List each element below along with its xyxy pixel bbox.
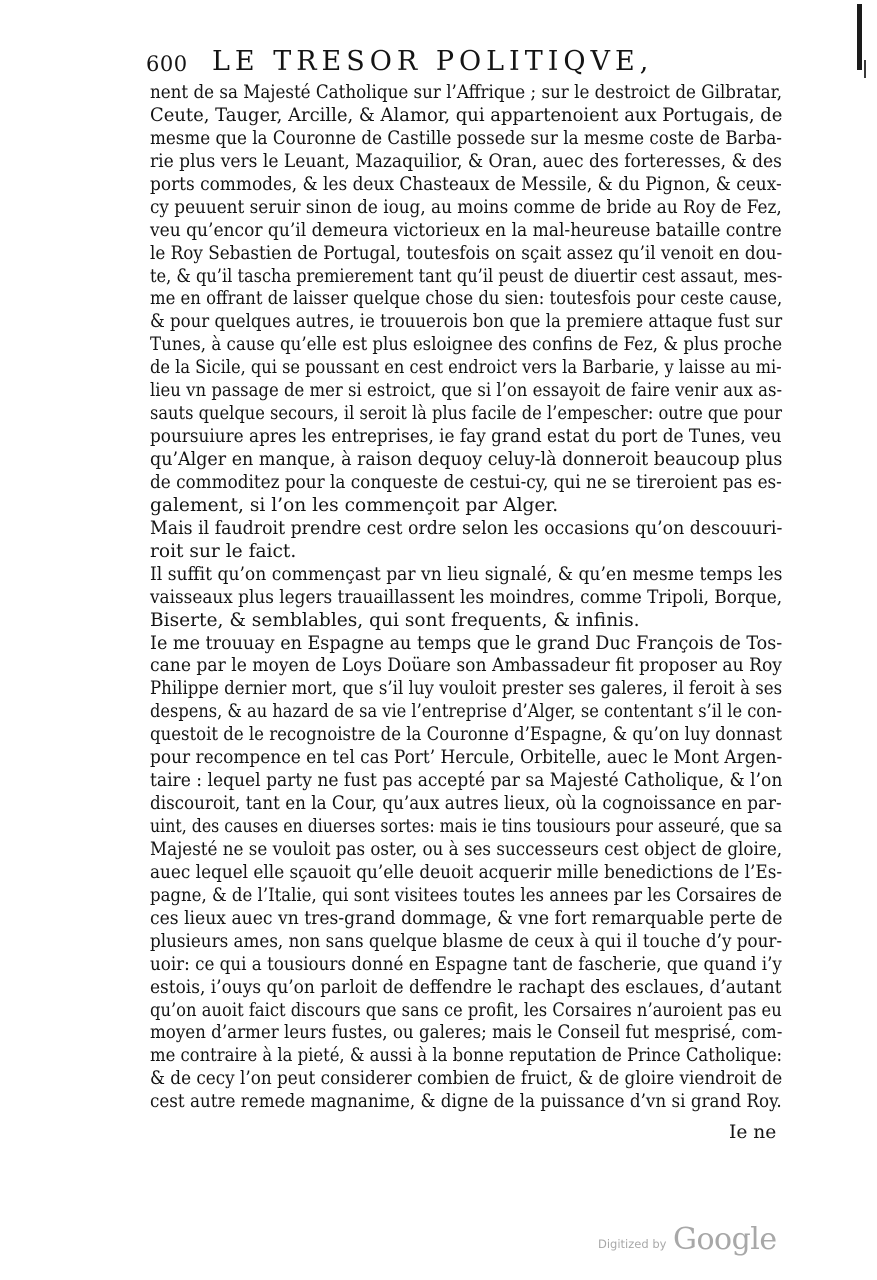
text-line: cane par le moyen de Loys Doüare son Ambassadeur fit proposer au Roy [150, 655, 782, 677]
text-line: cest autre remede magnanime, & digne de la puissance d’vn si grand Roy. [150, 1091, 782, 1113]
text-line: Majesté ne se vouloit pas oster, ou à ses successeurs cest object de gloire, [150, 838, 783, 860]
text-line: ces lieux auec vn tres-grand dommage, & vne fort remarquable perte de [150, 907, 783, 929]
text-line: poursuiure apres les entreprises, ie fay grand estat du port de Tunes, veu [150, 426, 782, 448]
text-line: veu qu’encor qu’il demeura victorieux en la mal-heureuse bataille contre [150, 219, 782, 241]
text-line: moyen d’armer leurs fustes, ou galeres; mais le Conseil fut mesprisé, com- [150, 1022, 783, 1044]
text-line: uoir: ce qui a tousiours donné en Espagne tant de fascherie, que quand i’y [150, 953, 782, 975]
google-logo: Google [673, 1222, 777, 1257]
text-line: questoit de le recognoistre de la Couronne d’Espagne, & qu’on luy donnast [150, 724, 782, 746]
text-line: de la Sicile, qui se poussant en cest endroict vers la Barbarie, y laisse au mi- [150, 357, 782, 379]
text-line: Il suffit qu’on commençast par vn lieu signalé, & qu’en mesme temps les [150, 563, 783, 585]
text-line: lieu vn passage de mer si estroict, que si l’on essayoit de faire venir aux as- [150, 380, 783, 402]
digitized-by-label: Digitized by [598, 1237, 667, 1251]
text-line: estois, i’ouys qu’on parloit de deffendre le rachapt des esclaues, d’autant [150, 976, 782, 998]
text-line: galement, si l’on les commençoit par Alger. [150, 494, 559, 516]
text-line: mesme que la Couronne de Castille possede sur la mesme coste de Barba- [150, 127, 782, 149]
text-line: le Roy Sebastien de Portugal, toutesfois on sçait assez qu’il venoit en dou- [150, 242, 783, 264]
text-line: taire : lequel party ne fust pas accepté par sa Majesté Catholique, & l’on [150, 770, 783, 792]
text-line: Mais il faudroit prendre cest ordre selon les occasions qu’on descouuri- [150, 517, 783, 539]
text-line: ports commodes, & les deux Chasteaux de Messile, & du Pignon, & ceux- [150, 173, 782, 195]
text-line: rie plus vers le Leuant, Mazaquilior, & Oran, auec des forteresses, & des [150, 150, 782, 172]
text-line: me contraire à la pieté, & aussi à la bonne reputation de Prince Catholique: [150, 1045, 783, 1067]
text-line: Tunes, à cause qu’elle est plus esloignee des confins de Fez, & plus proche [150, 334, 783, 356]
text-line: qu’on auoit faict discours que sans ce profit, les Corsaires n’auroient pas eu [150, 999, 782, 1021]
text-line: de commoditez pour la conqueste de cestui-cy, qui ne se tireroient pas es- [150, 471, 782, 493]
text-line: auec lequel elle sçauoit qu’elle deuoit acquerir mille benedictions de l’Es- [150, 861, 783, 883]
text-line: nent de sa Majesté Catholique sur l’Affrique ; sur le destroict de Gilbratar, [150, 82, 783, 103]
text-line: Philippe dernier mort, que s’il luy vouloit prester ses galeres, il feroit à ses [150, 678, 783, 700]
running-title: LE TRESOR POLITIQVE, [212, 46, 654, 77]
text-line: uint, des causes en diuerses sortes: mais ie tins tousiours pour asseuré, que sa [150, 816, 783, 837]
text-line: Ie me trouuay en Espagne au temps que le grand Duc François de Tos- [150, 632, 783, 654]
text-line: & pour quelques autres, ie trouuerois bon que la premiere attaque fust sur [150, 311, 783, 333]
text-line: vaisseaux plus legers trauaillassent les moindres, comme Tripoli, Borque, [150, 586, 783, 608]
text-line: plusieurs ames, non sans quelque blasme de ceux à qui il touche d’y pour- [150, 930, 783, 952]
text-line: despens, & au hazard de sa vie l’entreprise d’Alger, se contentant s’il le con- [150, 701, 783, 723]
text-line: discouroit, tant en la Cour, qu’aux autres lieux, où la cognoissance en par- [150, 793, 782, 815]
scan-edge-mark [857, 4, 862, 70]
text-line: Ceute, Tauger, Arcille, & Alamor, qui appartenoient aux Portugais, de [150, 104, 783, 126]
page-header [146, 46, 786, 80]
text-line: roit sur le faict. [150, 540, 297, 562]
text-line: cy peuuent seruir sinon de ioug, au moins comme de bride au Roy de Fez, [150, 196, 782, 218]
text-line: & de cecy l’on peut considerer combien de fruict, & de gloire viendroit de [150, 1068, 783, 1090]
catchword: Ie ne [729, 1122, 777, 1143]
scan-edge-mark [864, 60, 866, 78]
text-line: pour recompence en tel cas Port’ Hercule, Orbitelle, auec le Mont Argen- [150, 747, 783, 769]
text-line: sauts quelque secours, il seroit là plus facile de l’empescher: outre que pour [150, 403, 783, 425]
body-text [150, 82, 782, 1114]
page-number: 600 [146, 52, 188, 76]
text-line: pagne, & de l’Italie, qui sont visitees toutes les annees par les Corsaires de [150, 884, 782, 906]
text-line: te, & qu’il tascha premierement tant qu’il peust de diuertir cest assaut, mes- [150, 265, 783, 287]
text-line: me en offrant de laisser quelque chose du sien: toutesfois pour ceste cause, [150, 288, 783, 310]
text-line: Biserte, & semblables, qui sont frequents, & infinis. [150, 609, 640, 631]
text-line: qu’Alger en manque, à raison dequoy celuy-là donneroit beaucoup plus [150, 449, 783, 470]
